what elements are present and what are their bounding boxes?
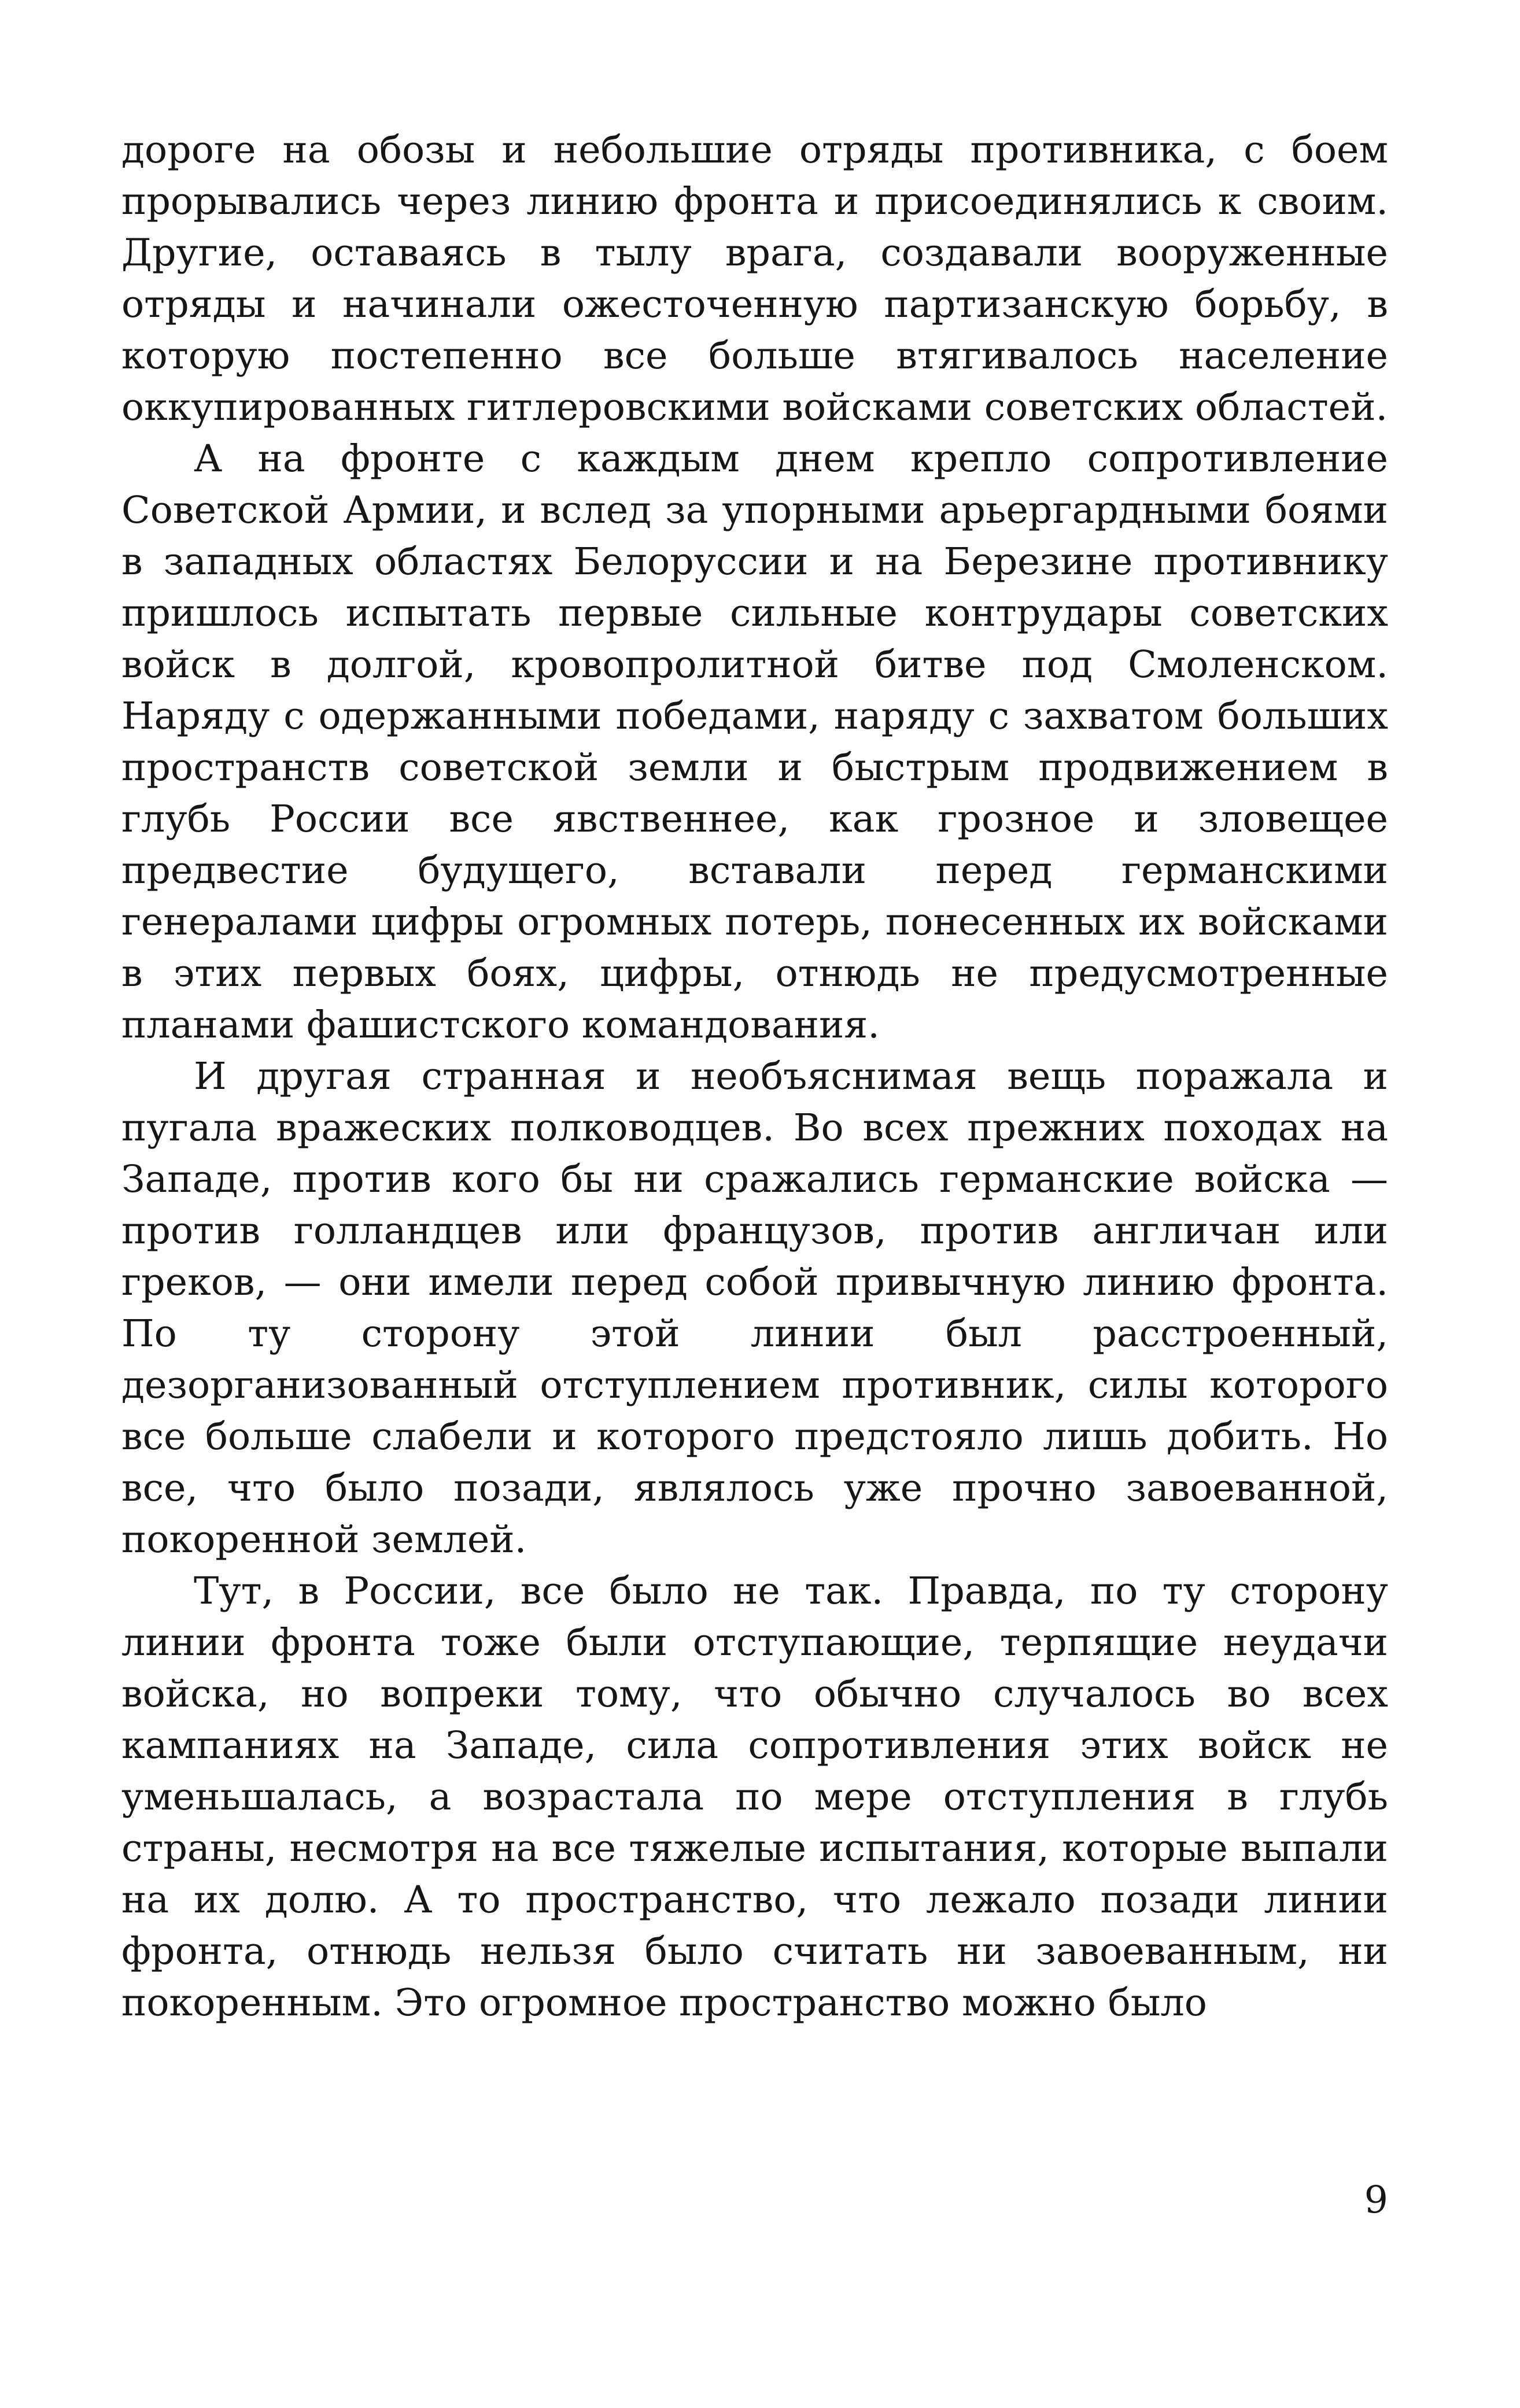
paragraph-continuation: дороге на обозы и небольшие отряды противника, с боем прорывались через линию фронта и присоединялись к своим. Другие, оставаясь в тылу врага, создавали вооруженные отряды и начинали ожесточенную партизанскую борьбу, в которую постепенно все больше втягивалось население оккупированных гитлеровскими войсками советских областей. xyxy=(121,128,1388,429)
paragraph-strange-thing: И другая странная и необъяснимая вещь поражала и пугала вражеских полководцев. Во всех прежних походах на Западе, против кого бы ни сражались германские войска — против голландцев или французов, против англичан или греков, — они имели перед собой привычную линию фронта. По ту сторону этой линии был расстроенный, дезорганизованный отступлением противник, силы которого все больше слабели и которого предстояло лишь добить. Но все, что было позади, являлось уже прочно завоеванной, покоренной землей. xyxy=(121,1055,1388,1561)
page-text xyxy=(121,124,1388,2029)
paragraph-front-resistance: А на фронте с каждым днем крепло сопротивление Советской Армии, и вслед за упорными арьергардными боями в западных областях Белоруссии и на Березине противнику пришлось испытать первые сильные контрудары советских войск в долгой, кровопролитной битве под Смоленском. Наряду с одержанными победами, наряду с захватом больших пространств советской земли и быстрым продвижением в глубь России все явственнее, как грозное и зловещее предвестие будущего, вставали перед германскими генералами цифры огромных потерь, понесенных их войсками в этих первых боях, цифры, отнюдь не предусмотренные планами фашистского командования. xyxy=(121,437,1388,1047)
page-number: 9 xyxy=(1364,2178,1388,2222)
paragraph-russia: Тут, в России, все было не так. Правда, по ту сторону линии фронта тоже были отступающие, терпящие неудачи войска, но вопреки тому, что обычно случалось во всех кампаниях на Западе, сила сопротивления этих войск не уменьшалась, а возрастала по мере отступления в глубь страны, несмотря на все тяжелые испытания, которые выпали на их долю. А то пространство, что лежало позади линии фронта, отнюдь нельзя было считать ни завоеванным, ни покоренным. Это огромное пространство можно было xyxy=(121,1569,1388,2025)
